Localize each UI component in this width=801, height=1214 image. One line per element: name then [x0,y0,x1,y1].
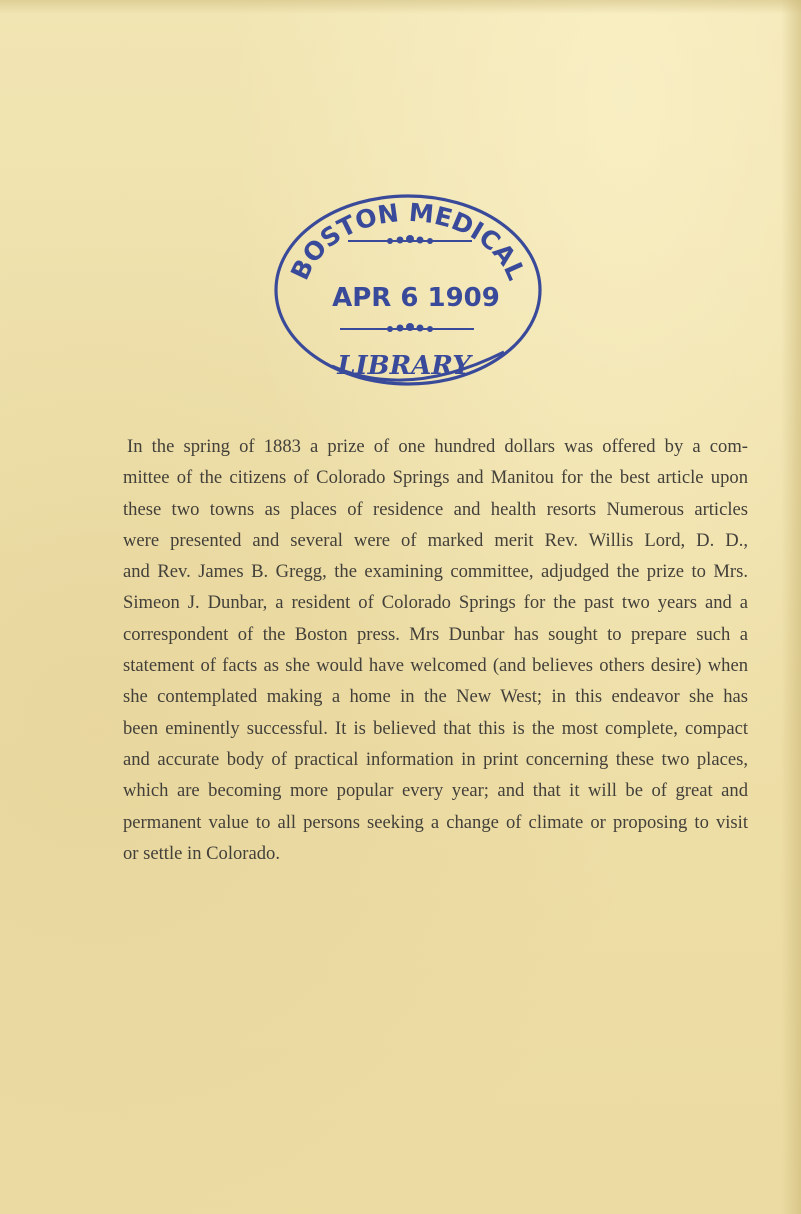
stamp-top-rule [348,235,472,244]
paragraph-line: permanent value to all persons seeking a change of climate or proposing to visit [123,811,748,833]
stamp-top-text: BOSTON MEDICAL [285,197,531,285]
paragraph-line: been eminently successful. It is believed that this is the most complete, compact [123,717,748,739]
paragraph-line: were presented and several were of marked merit Rev. Willis Lord, D. D., [123,529,748,551]
paragraph-line: she contemplated making a home in the New West; in this endeavor she has [123,686,748,708]
paragraph-line: and Rev. James B. Gregg, the examining committee, adjudged the prize to Mrs. [123,561,748,583]
paragraph-line: mittee of the citizens of Colorado Springs and Manitou for the best article upon [123,467,748,489]
paragraph-line: or settle in Colorado. [123,842,280,864]
paragraph-line: these two towns as places of residence and health resorts Numerous articles [123,498,748,520]
paragraph-line: and accurate body of practical information in print concerning these two places, [123,748,748,770]
page-edge-shadow [781,0,801,1214]
stamp-bottom-rule [340,323,474,332]
stamp-bottom-text: LIBRARY [337,351,471,381]
library-stamp-graphic [272,188,544,388]
paragraph-line: In the spring of 1883 a prize of one hundred dollars was offered by a com- [127,436,748,457]
paragraph-line: Simeon J. Dunbar, a resident of Colorado Springs for the past two years and a [123,592,748,614]
stamp-date: APR 6 1909 [332,283,500,313]
body-paragraph [123,431,748,869]
library-stamp [272,188,544,388]
paragraph-line: which are becoming more popular every year; and that it will be of great and [123,780,748,802]
page-top-shadow [0,0,801,14]
paragraph-line: correspondent of the Boston press. Mrs Dunbar has sought to prepare such a [123,623,748,645]
paragraph-line: statement of facts as she would have welcomed (and believes others desire) when [123,655,748,677]
